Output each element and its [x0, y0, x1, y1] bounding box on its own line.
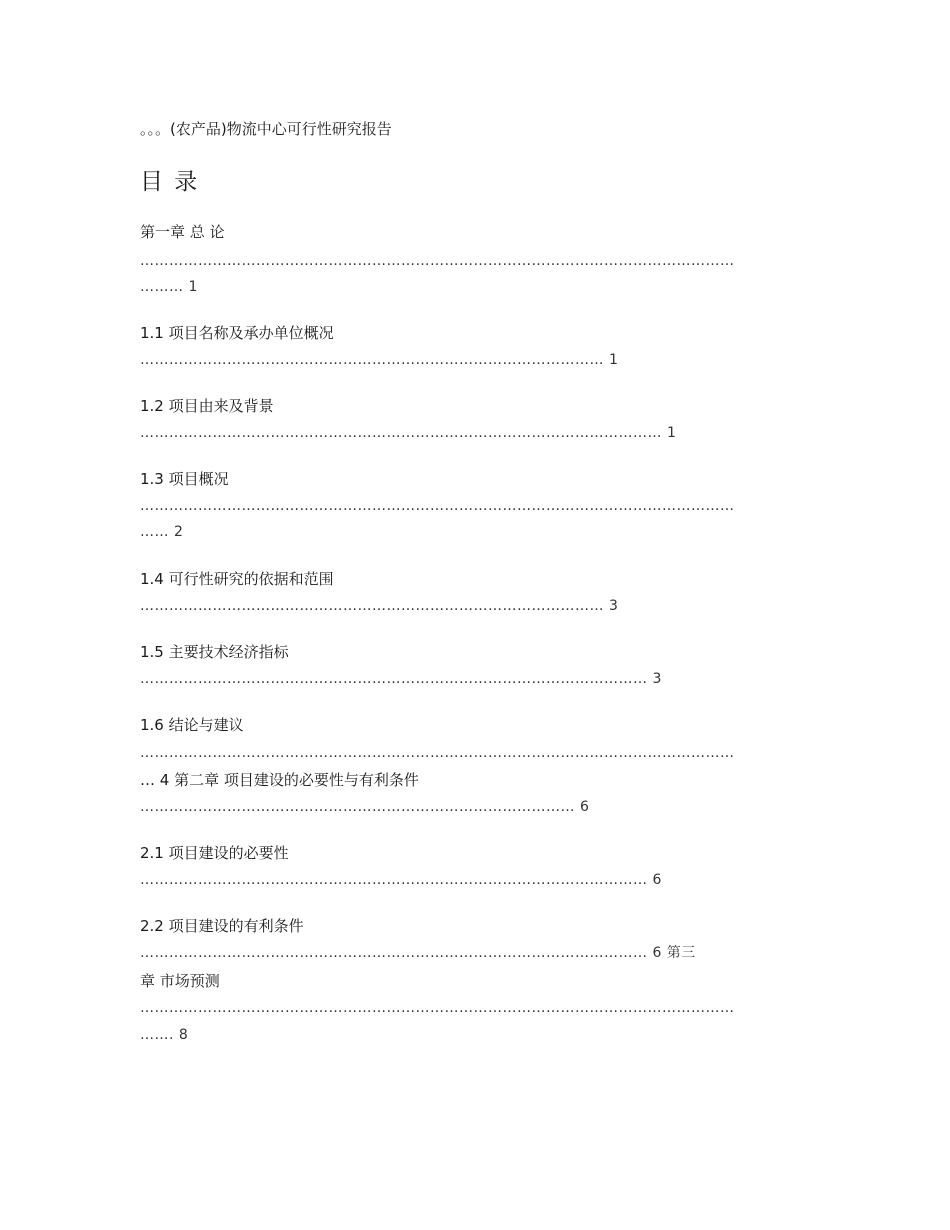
toc-entry-1-1[interactable]: 1.1 项目名称及承办单位概况: [140, 324, 334, 342]
toc-leader: ……………………………………………………………………………………………………………: [140, 253, 735, 269]
toc-heading: 目 录: [140, 169, 200, 195]
toc-entry-1-6[interactable]: 1.6 结论与建议: [140, 716, 244, 734]
toc-entry-1-3[interactable]: 1.3 项目概况: [140, 470, 229, 488]
toc-entry-chapter-1[interactable]: 第一章 总 论: [140, 223, 225, 241]
toc-entry-chapter-3[interactable]: 章 市场预测: [140, 972, 220, 990]
toc-page-number: ……… 1: [140, 279, 198, 295]
toc-leader-page: …………………………………………………………………………………… 1: [140, 352, 619, 368]
document-title: 。。。(农产品)物流中心可行性研究报告: [140, 120, 392, 138]
toc-leader-page: ……………………………………………………………………………… 6: [140, 799, 590, 815]
toc-leader: ……………………………………………………………………………………………………………: [140, 745, 735, 761]
toc-entry-chapter-2[interactable]: … 4 第二章 项目建设的必要性与有利条件: [140, 771, 419, 789]
toc-entry-2-1[interactable]: 2.1 项目建设的必要性: [140, 844, 289, 862]
toc-leader-page: …………………………………………………………………………………………… 3: [140, 671, 662, 687]
toc-page-number: …… 2: [140, 524, 184, 540]
toc-page-number: ……. 8: [140, 1027, 189, 1043]
toc-leader: ……………………………………………………………………………………………………………: [140, 1000, 735, 1016]
toc-leader-page: …………………………………………………………………………………………… 6: [140, 872, 662, 888]
toc-leader-page: ……………………………………………………………………………………………… 1: [140, 425, 677, 441]
toc-entry-1-5[interactable]: 1.5 主要技术经济指标: [140, 643, 289, 661]
toc-leader-page: …………………………………………………………………………………… 3: [140, 598, 619, 614]
toc-entry-2-2[interactable]: 2.2 项目建设的有利条件: [140, 917, 304, 935]
toc-entry-1-4[interactable]: 1.4 可行性研究的依据和范围: [140, 570, 334, 588]
toc-entry-1-2[interactable]: 1.2 项目由来及背景: [140, 397, 274, 415]
toc-leader-page-chapter-3[interactable]: …………………………………………………………………………………………… 6 第三: [140, 945, 696, 961]
toc-leader: ……………………………………………………………………………………………………………: [140, 498, 735, 514]
